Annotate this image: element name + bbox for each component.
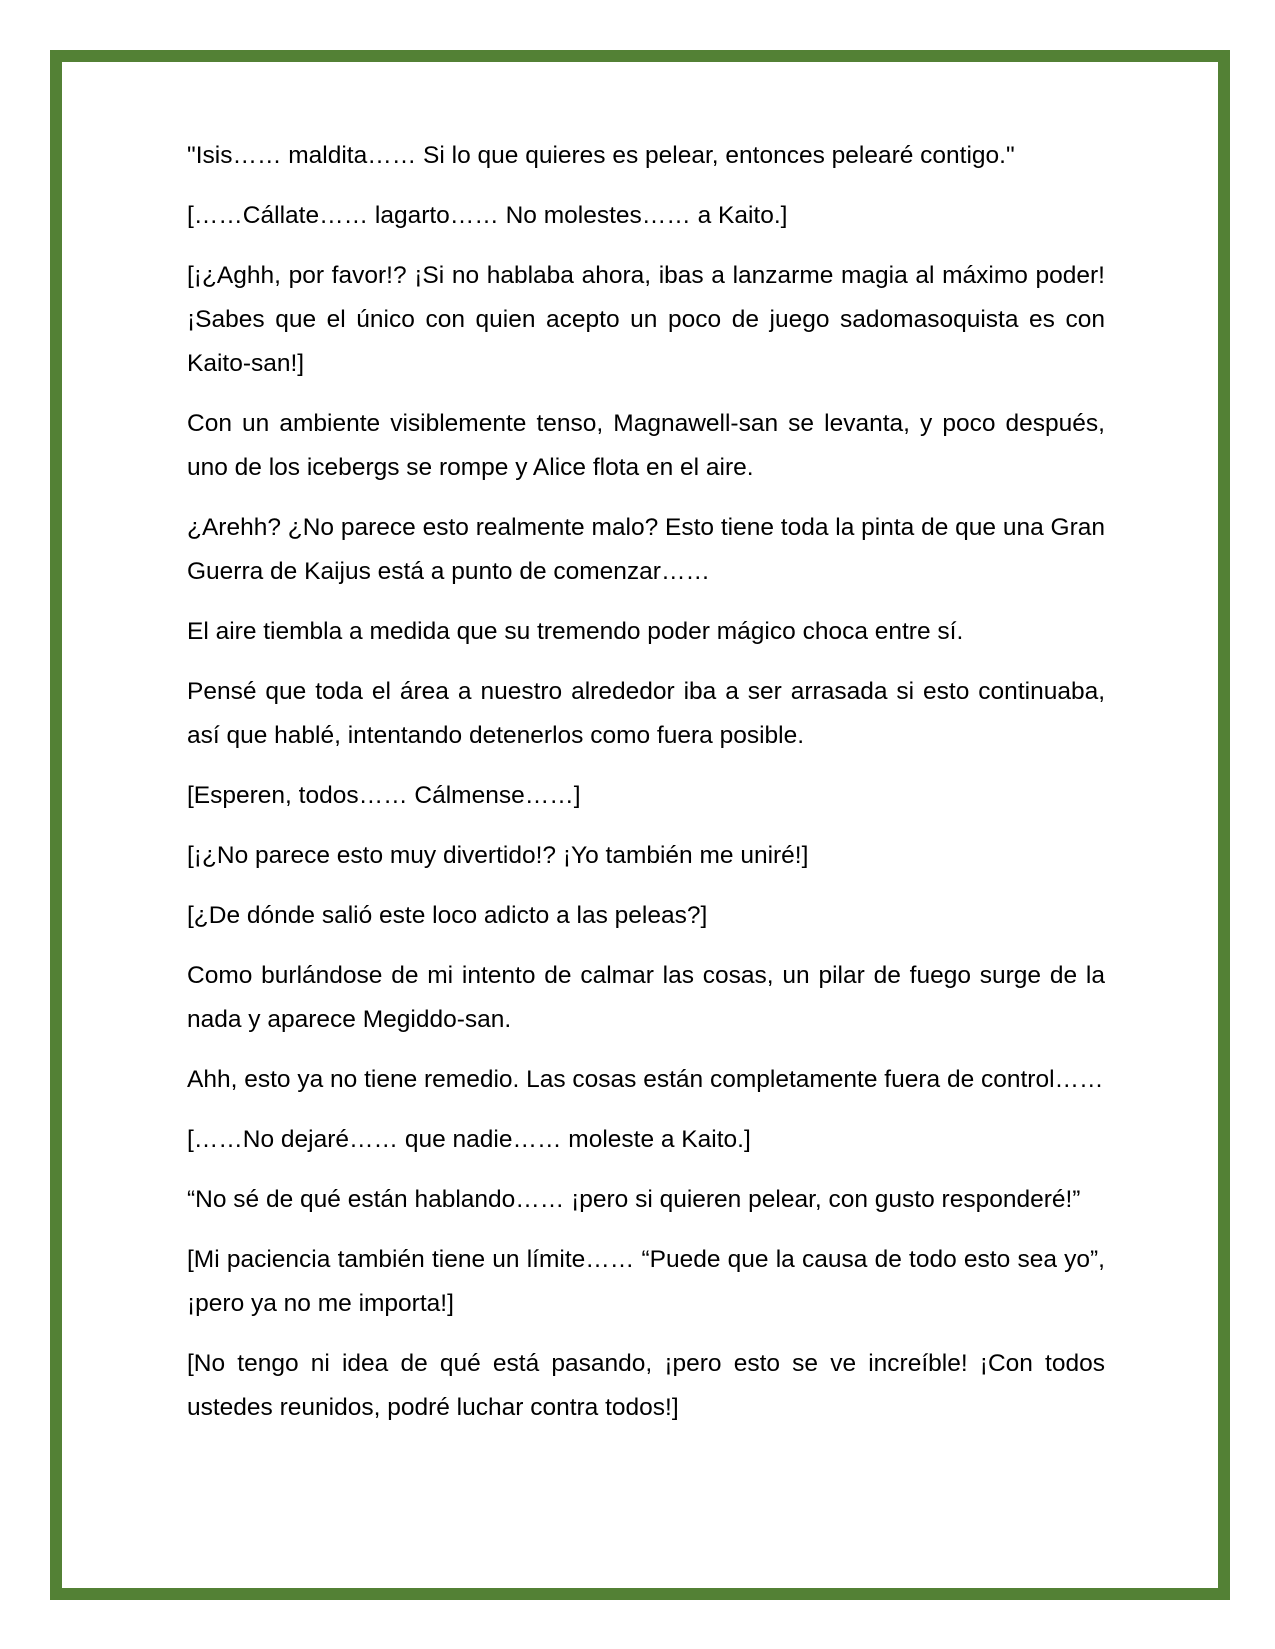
paragraph-2: [……Cállate…… lagarto…… No molestes…… a Kaito.] bbox=[187, 202, 788, 229]
paragraph-14: “No sé de qué están hablando…… ¡pero si quieren pelear, con gusto responderé!” bbox=[187, 1186, 1081, 1213]
paragraph-13: [……No dejaré…… que nadie…… moleste a Kaito.] bbox=[187, 1126, 751, 1153]
paragraph-1: "Isis…… maldita…… Si lo que quieres es pelear, entonces pelearé contigo." bbox=[187, 142, 1015, 169]
paragraph-9: [¡¿No parece esto muy divertido!? ¡Yo también me uniré!] bbox=[187, 842, 809, 869]
paragraph-16: [No tengo ni idea de qué está pasando, ¡pero esto se ve increíble! ¡Con todos ustedes reunidos, podré luchar contra todos!] bbox=[187, 1350, 1105, 1421]
paragraph-3: [¡¿Aghh, por favor!? ¡Si no hablaba ahora, ibas a lanzarme magia al máximo poder! ¡Sabes que el único con quien acepto un poco de juego sadomasoquista es con Kaito-san!] bbox=[187, 262, 1105, 377]
paragraph-5: ¿Arehh? ¿No parece esto realmente malo? Esto tiene toda la pinta de que una Gran Guerra de Kaijus está a punto de comenzar…… bbox=[187, 514, 1105, 585]
paragraph-10: [¿De dónde salió este loco adicto a las peleas?] bbox=[187, 902, 708, 929]
document-body bbox=[187, 134, 1105, 1446]
paragraph-7: Pensé que toda el área a nuestro alrededor iba a ser arrasada si esto continuaba, así que hablé, intentando detenerlos como fuera posible. bbox=[187, 678, 1105, 749]
paragraph-8: [Esperen, todos…… Cálmense……] bbox=[187, 782, 581, 809]
paragraph-4: Con un ambiente visiblemente tenso, Magnawell-san se levanta, y poco después, uno de los icebergs se rompe y Alice flota en el aire. bbox=[187, 410, 1105, 481]
paragraph-15: [Mi paciencia también tiene un límite…… “Puede que la causa de todo esto sea yo”, ¡pero ya no me importa!] bbox=[187, 1246, 1105, 1317]
paragraph-6: El aire tiembla a medida que su tremendo poder mágico choca entre sí. bbox=[187, 618, 964, 645]
page-border bbox=[50, 50, 1230, 1600]
paragraph-12: Ahh, esto ya no tiene remedio. Las cosas están completamente fuera de control…… bbox=[187, 1066, 1104, 1093]
paragraph-11: Como burlándose de mi intento de calmar las cosas, un pilar de fuego surge de la nada y aparece Megiddo-san. bbox=[187, 962, 1105, 1033]
